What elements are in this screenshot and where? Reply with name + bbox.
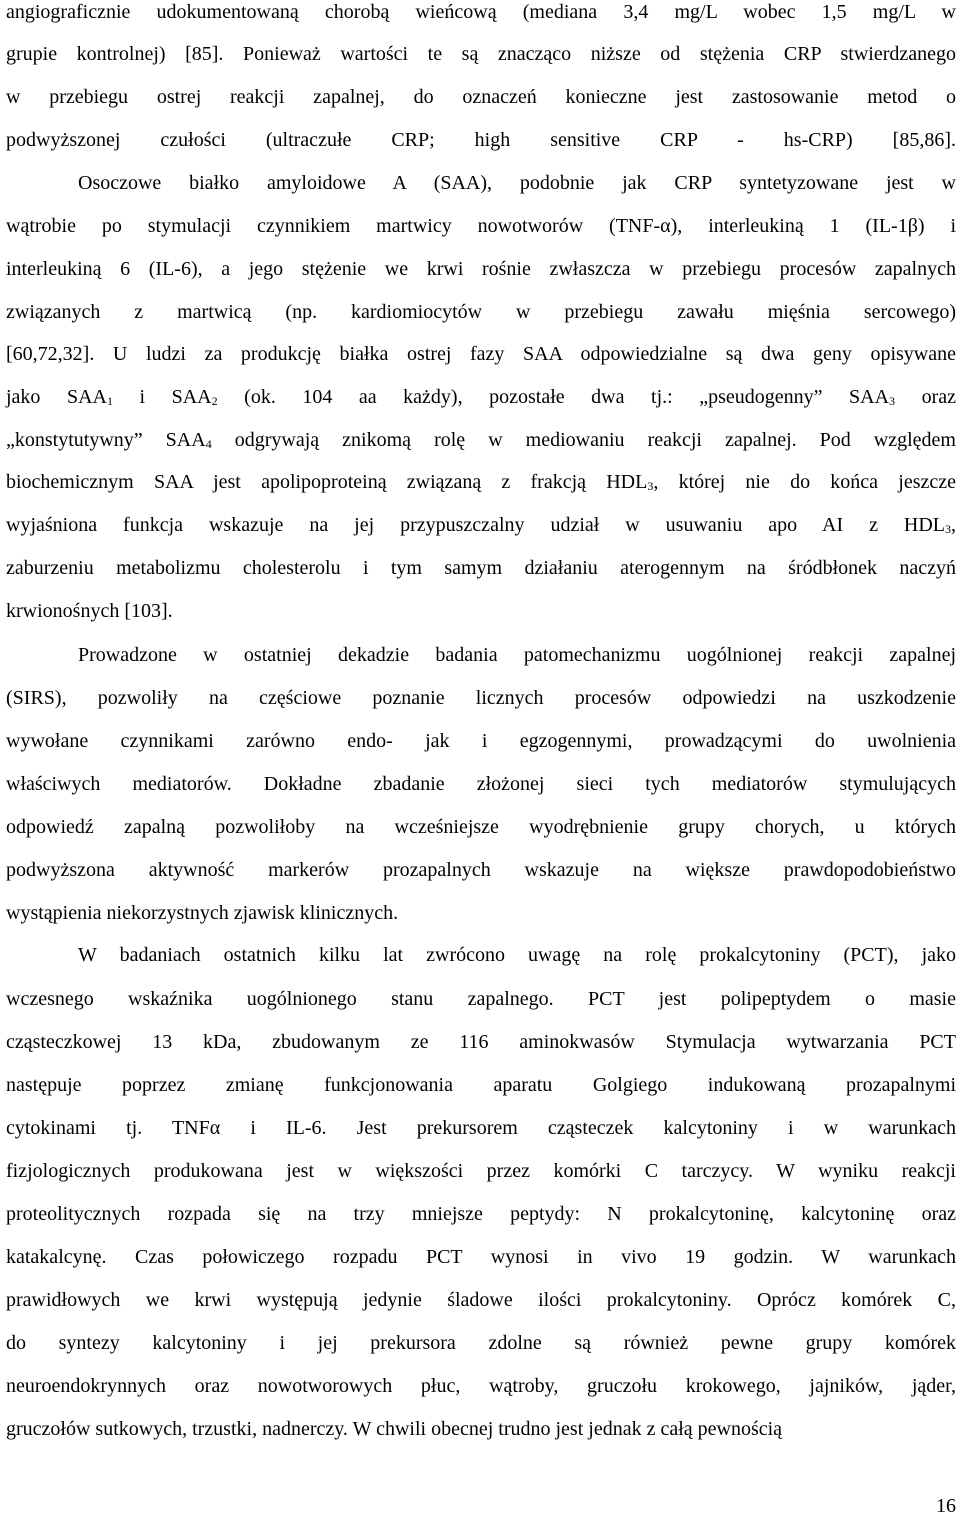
para-pct-line: neuroendokrynnych oraz nowotworowych płuc, wątroby, gruczołu krokowego, jajników, jąder,	[6, 1375, 956, 1397]
para-sirs-line: podwyższona aktywność markerów prozapalnych wskazuje na większe prawdopodobieństwo	[6, 859, 956, 881]
para-saa-line: związanych z martwicą (np. kardiomiocytów w przebiegu zawału mięśnia sercowego)	[6, 301, 956, 323]
para-saa-line: [60,72,32]. U ludzi za produkcję białka ostrej fazy SAA odpowiedzialne są dwa geny opisywane	[6, 343, 956, 365]
para-pct-line: fizjologicznych produkowana jest w większości przez komórki C tarczycy. W wyniku reakcji	[6, 1160, 956, 1182]
para-pct-line: W badaniach ostatnich kilku lat zwrócono uwagę na rolę prokalcytoniny (PCT), jako	[78, 944, 956, 966]
para-pct-line: katakalcynę. Czas połowiczego rozpadu PCT wynosi in vivo 19 godzin. W warunkach	[6, 1246, 956, 1268]
para-sirs-line: wywołane czynnikami zarówno endo- jak i egzogennymi, prowadzącymi do uwolnienia	[6, 730, 956, 752]
para-pct-line: prawidłowych we krwi występują jedynie śladowe ilości prokalcytoniny. Oprócz komórek C,	[6, 1289, 956, 1311]
para-saa-line: zaburzeniu metabolizmu cholesterolu i tym samym działaniu aterogennym na śródbłonek naczyń	[6, 557, 956, 579]
para-crp-tail-line: grupie kontrolnej) [85]. Ponieważ wartości te są znacząco niższe od stężenia CRP stwierdzanego	[6, 43, 956, 65]
para-saa-line: krwionośnych [103].	[6, 600, 173, 622]
para-pct-line: wczesnego wskaźnika uogólnionego stanu zapalnego. PCT jest polipeptydem o masie	[6, 988, 956, 1010]
para-pct-line: gruczołów sutkowych, trzustki, nadnerczy. W chwili obecnej trudno jest jednak z całą pewnością	[6, 1418, 783, 1440]
para-sirs-line: wystąpienia niekorzystnych zjawisk klinicznych.	[6, 902, 399, 924]
para-sirs-line: Prowadzone w ostatniej dekadzie badania patomechanizmu uogólnionej reakcji zapalnej	[78, 644, 956, 666]
para-saa-line: Osoczowe białko amyloidowe A (SAA), podobnie jak CRP syntetyzowane jest w	[78, 172, 956, 194]
para-crp-tail-line: podwyższonej czułości (ultraczułe CRP; high sensitive CRP - hs-CRP) [85,86].	[6, 129, 956, 151]
para-sirs-line: (SIRS), pozwoliły na częściowe poznanie licznych procesów odpowiedzi na uszkodzenie	[6, 687, 956, 709]
document-page	[6, 0, 956, 1518]
page-number: 16	[936, 1495, 956, 1517]
para-sirs-line: odpowiedź zapalną pozwoliłoby na wcześniejsze wyodrębnienie grupy chorych, u których	[6, 816, 956, 838]
para-pct-line: cytokinami tj. TNFα i IL-6. Jest prekursorem cząsteczek kalcytoniny i w warunkach	[6, 1117, 956, 1139]
para-crp-tail-line: w przebiegu ostrej reakcji zapalnej, do oznaczeń konieczne jest zastosowanie metod o	[6, 86, 956, 108]
para-crp-tail-line: angiograficznie udokumentowaną chorobą wieńcową (mediana 3,4 mg/L wobec 1,5 mg/L w	[6, 1, 956, 23]
para-saa-line: jako $SAA_1$ i $SAA_2$ (ok. 104 aa każdy), pozostałe dwa tj.: „pseudogenny” $SAA_3$ oraz	[6, 386, 956, 408]
para-sirs-line: właściwych mediatorów. Dokładne zbadanie złożonej sieci tych mediatorów stymulujących	[6, 773, 956, 795]
para-pct-line: cząsteczkowej 13 kDa, zbudowanym ze 116 aminokwasów Stymulacja wytwarzania PCT	[6, 1031, 956, 1053]
para-saa-line: wątrobie po stymulacji czynnikiem martwicy nowotworów (TNF-α), interleukiną 1 (IL-1β) i	[6, 215, 956, 237]
para-pct-line: następuje poprzez zmianę funkcjonowania aparatu Golgiego indukowaną prozapalnymi	[6, 1074, 956, 1096]
para-saa-line: „konstytutywny” $SAA_4$ odgrywają znikomą rolę w mediowaniu reakcji zapalnej. Pod względem	[6, 429, 956, 451]
para-saa-line: biochemicznym SAA jest apolipoproteiną związaną z frakcją $HDL_3$, której nie do końca jeszcze	[6, 471, 956, 493]
para-pct-line: proteolitycznych rozpada się na trzy mniejsze peptydy: N prokalcytoninę, kalcytoninę oraz	[6, 1203, 956, 1225]
para-saa-line: interleukiną 6 (IL-6), a jego stężenie we krwi rośnie zwłaszcza w przebiegu procesów zapalnych	[6, 258, 956, 280]
para-pct-line: do syntezy kalcytoniny i jej prekursora zdolne są również pewne grupy komórek	[6, 1332, 956, 1354]
para-saa-line: wyjaśniona funkcja wskazuje na jej przypuszczalny udział w usuwaniu apo AI z $HDL_3$,	[6, 514, 956, 536]
